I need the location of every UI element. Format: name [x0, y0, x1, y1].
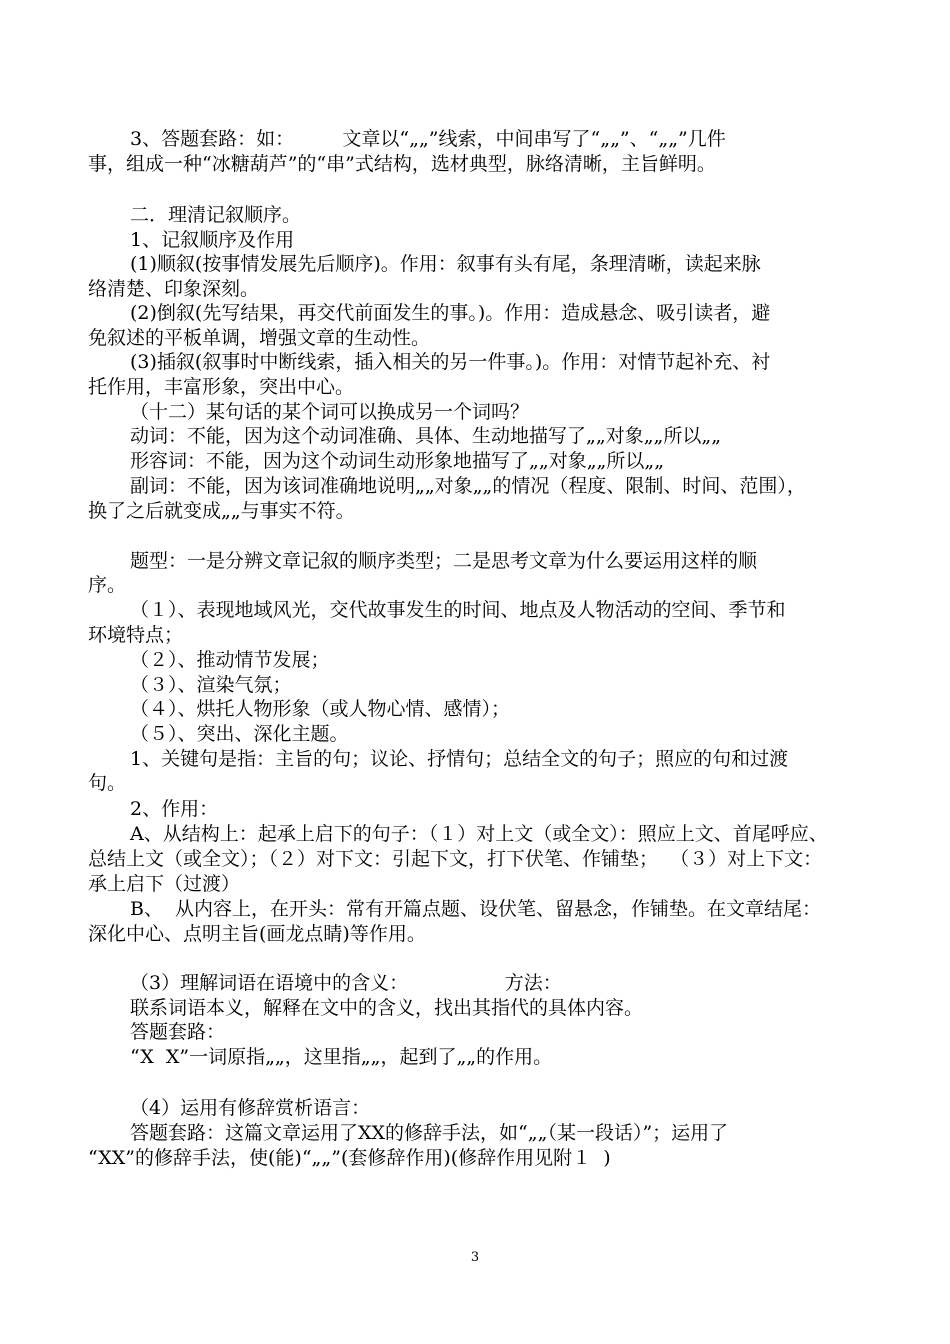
text-line: 答题套路：这篇文章运用了XX的修辞手法，如“„„（某一段话）”；运用了: [130, 1122, 729, 1144]
text-line: （3）理解词语在语境中的含义： 方法：: [130, 972, 562, 994]
text-line: 形容词：不能，因为这个动词生动形象地描写了„„对象„„所以„„: [130, 450, 665, 472]
text-line: （４）、烘托人物形象（或人物心情、感情）；: [130, 698, 511, 720]
text-line: 总结上文（或全文）；（２）对下文：引起下文，打下伏笔、作铺垫； （３）对上下文：: [88, 848, 823, 870]
text-line: 副词：不能，因为该词准确地说明„„对象„„的情况（程度、限制、时间、范围），: [130, 475, 806, 497]
text-line: 句。: [88, 772, 127, 794]
text-line: 事，组成一种“冰糖葫芦”的“串”式结构，选材典型，脉络清晰，主旨鲜明。: [88, 153, 716, 175]
text-line: A、从结构上：起承上启下的句子：（１）对上文（或全文）：照应上文、首尾呼应、: [130, 823, 828, 845]
text-line: 环境特点；: [88, 624, 184, 646]
text-line: 3、答题套路：如： 文章以“„„”线索，中间串写了“„„”、“„„”几件: [130, 128, 726, 150]
text-line: “X X”一词原指„„，这里指„„，起到了„„的作用。: [130, 1046, 553, 1068]
text-line: （１）、表现地域风光，交代故事发生的时间、地点及人物活动的空间、季节和: [130, 599, 786, 621]
text-line: 1、记叙顺序及作用: [130, 229, 295, 251]
text-line: 动词：不能，因为这个动词准确、具体、生动地描写了„„对象„„所以„„: [130, 425, 722, 447]
text-line: （十二）某句话的某个词可以换成另一个词吗？: [130, 401, 530, 423]
text-line: 2、作用：: [130, 798, 219, 820]
text-line: 络清楚、印象深刻。: [88, 278, 260, 300]
text-line: 序。: [88, 574, 127, 596]
text-line: 深化中心、点明主旨(画龙点睛)等作用。: [88, 923, 426, 945]
text-line: （５）、突出、深化主题。: [130, 723, 349, 745]
text-line: （３）、渲染气氛；: [130, 674, 292, 696]
text-line: 联系词语本义，解释在文中的含义，找出其指代的具体内容。: [130, 997, 644, 1019]
text-line: （4）运用有修辞赏析语言：: [130, 1097, 371, 1119]
text-line: 答题套路：: [130, 1021, 226, 1043]
text-line: 托作用，丰富形象，突出中心。: [88, 376, 355, 398]
text-line: 免叙述的平板单调，增强文章的生动性。: [88, 327, 431, 349]
text-line: 换了之后就变成„„与事实不符。: [88, 500, 355, 522]
section-heading: 二．理清记叙顺序。: [130, 204, 302, 226]
page-number: 3: [470, 1250, 480, 1265]
text-line: 承上启下（过渡）: [88, 873, 241, 895]
text-line: 题型：一是分辨文章记叙的顺序类型；二是思考文章为什么要运用这样的顺: [130, 550, 758, 572]
text-line: （２）、推动情节发展；: [130, 649, 330, 671]
text-line: “XX”的修辞手法，使(能)“„„”(套修辞作用)(修辞作用见附１ ): [88, 1147, 611, 1169]
text-line: B、 从内容上，在开头：常有开篇点题、设伏笔、留悬念，作铺垫。在文章结尾：: [130, 898, 822, 920]
text-line: 1、关键句是指：主旨的句；议论、抒情句；总结全文的句子；照应的句和过渡: [130, 748, 789, 770]
text-line: (2)倒叙(先写结果，再交代前面发生的事。)。作用：造成悬念、吸引读者，避: [130, 302, 771, 324]
text-line: (3)插叙(叙事时中断线索，插入相关的另一件事。)。作用：对情节起补充、衬: [130, 351, 771, 373]
text-line: (1)顺叙(按事情发展先后顺序)。作用：叙事有头有尾，条理清晰，读起来脉: [130, 253, 761, 275]
